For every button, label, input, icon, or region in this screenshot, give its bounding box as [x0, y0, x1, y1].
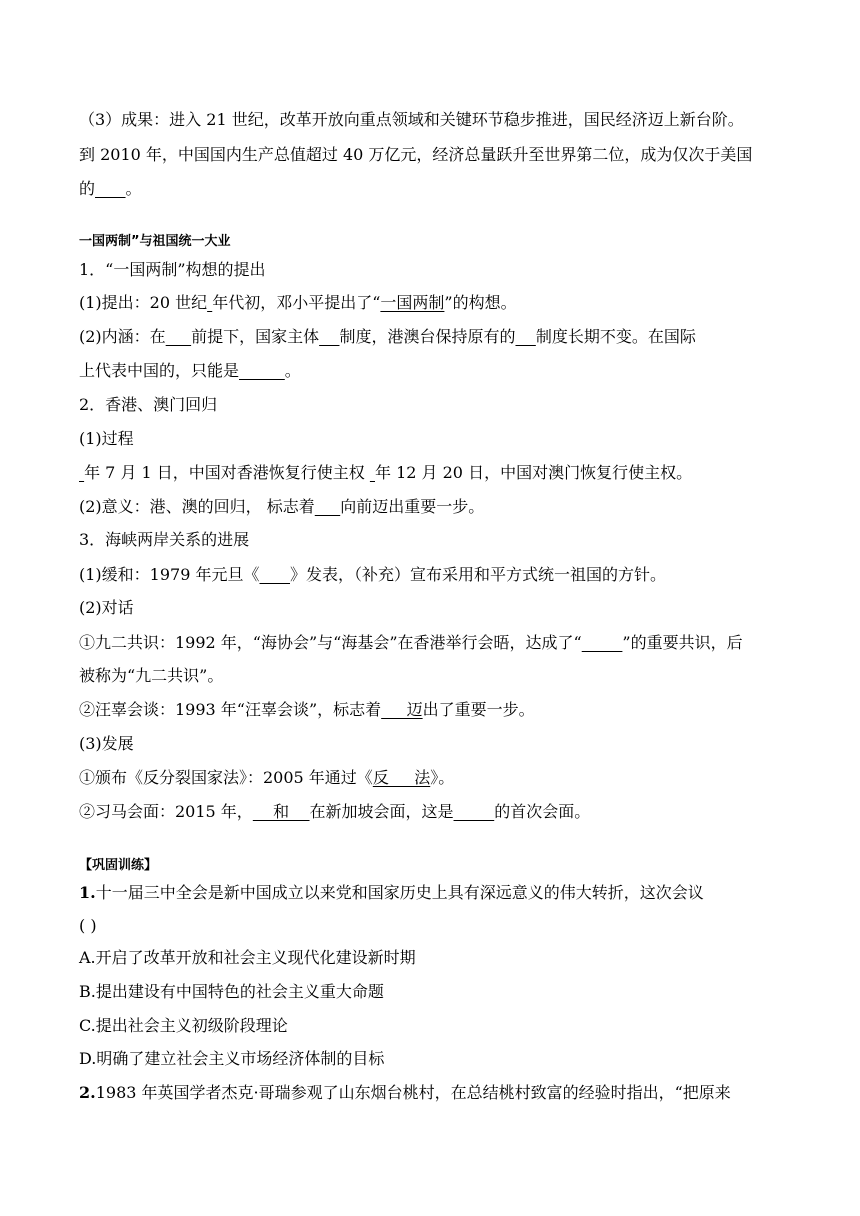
p3-line-g: ①九二共识：1992 年，“海协会”与“海基会”在香港举行会晤，达成了“ ”的重要共识，后: [79, 633, 743, 652]
fill-blank[interactable]: [582, 633, 623, 652]
section-heading: 一国两制”与祖国统一大业: [79, 234, 231, 249]
p3-line-h: 被称为“九二共识”。: [79, 666, 224, 685]
s3-line-1: （3）成果：进入 21 世纪，改革开放向重点领域和关键环节稳步推进，国民经济迈上新台阶。: [79, 110, 744, 129]
fill-blank[interactable]: [515, 327, 535, 346]
p3-dialog: (2)对话: [79, 598, 134, 617]
option-a[interactable]: A.开启了改革开放和社会主义现代化建设新时期: [79, 948, 416, 967]
fill-blank[interactable]: [239, 361, 285, 380]
answer-paren[interactable]: ( ): [79, 916, 97, 935]
fill-blank[interactable]: [454, 802, 495, 821]
p3-development: (3)发展: [79, 734, 134, 753]
fill-blank[interactable]: [259, 565, 290, 584]
fill-blank[interactable]: [166, 327, 191, 346]
p2-line-e: (2)意义：港、澳的回归， 标志着 向前迈出重要一步。: [79, 497, 485, 516]
p3-line-j: ①颁布《反分裂国家法》：2005 年通过《反 法》。: [79, 768, 455, 787]
underlined-term: 一国两制: [380, 293, 445, 312]
option-c[interactable]: C.提出社会主义初级阶段理论: [79, 1016, 288, 1035]
p2-title: 2．香港、澳门回归: [79, 395, 218, 414]
p3-line-i: ②汪辜会谈：1993 年“汪辜会谈”，标志着 迈出了重要一步。: [79, 700, 535, 719]
practice-heading: 【巩固训练】: [79, 858, 158, 873]
question-1: 1.十一届三中全会是新中国成立以来党和国家历史上具有深远意义的伟大转折，这次会议: [79, 883, 704, 902]
question-2: 2.1983 年英国学者杰克·哥瑞参观了山东烟台桃村，在总结桃村致富的经验时指出，“把原来: [79, 1083, 731, 1102]
s3-line-2: 到 2010 年，中国国内生产总值超过 40 万亿元，经济总量跃升至世界第二位，成为仅次于美国: [79, 145, 753, 164]
s3-line-3: 的 。: [79, 179, 142, 198]
fill-blank[interactable]: [315, 497, 340, 516]
fill-blank[interactable]: 和: [252, 802, 310, 821]
p1-line-b: (2)内涵：在 前提下，国家主体 制度，港澳台保持原有的 制度长期不变。在国际: [79, 327, 696, 346]
fill-blank[interactable]: [95, 179, 126, 198]
option-b[interactable]: B.提出建设有中国特色的社会主义重大命题: [79, 982, 384, 1001]
p1-title: 1．“一国两制”构想的提出: [79, 260, 266, 279]
p3-title: 3．海峡两岸关系的进展: [79, 530, 250, 549]
fill-blank[interactable]: 反 法: [372, 768, 431, 787]
fill-blank[interactable]: [319, 327, 339, 346]
p1-line-a: (1)提出：20 世纪 年代初，邓小平提出了“一国两制”的构想。: [79, 293, 517, 312]
p2-line-d: 年 7 月 1 日，中国对香港恢复行使主权 年 12 月 20 日，中国对澳门恢复行使主权。: [79, 463, 692, 483]
p3-line-k: ②习马会面：2015 年， 和 在新加坡会面，这是 的首次会面。: [79, 802, 591, 821]
option-d[interactable]: D.明确了建立社会主义市场经济体制的目标: [79, 1049, 385, 1068]
p2-process: (1)过程: [79, 429, 134, 448]
fill-blank[interactable]: 迈: [381, 700, 423, 719]
p3-line-f: (1)缓和：1979 年元旦《 》发表，（补充）宣布采用和平方式统一祖国的方针。: [79, 565, 667, 584]
p1-line-c: 上代表中国的，只能是 。: [79, 361, 301, 380]
